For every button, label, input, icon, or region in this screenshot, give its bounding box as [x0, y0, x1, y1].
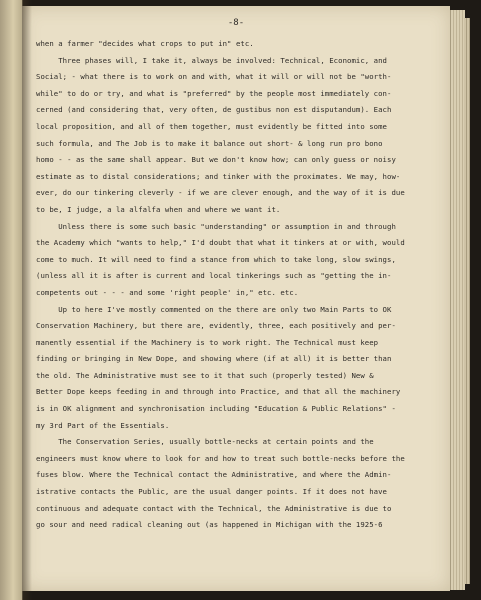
text-line: ever, do our tinkering cleverly - if we are clever enough, and the way of it is due — [36, 188, 405, 198]
text-line: Social; - what there is to work on and with, what it will or will not be "worth- — [36, 72, 392, 82]
page-stack-edge — [450, 10, 465, 590]
text-line: istrative contacts the Public, are the usual danger points. If it does not have — [36, 487, 388, 497]
text-line: Better Dope keeps feeding in and through into Practice, and that all the machinery — [36, 387, 401, 397]
text-line: local proposition, and all of them together, must evidently be fitted into some — [36, 121, 388, 131]
text-line: Three phases will, I take it, always be involved: Technical, Economic, and — [36, 55, 388, 65]
text-line: Conservation Machinery, but there are, evidently, three, each positively and per- — [36, 321, 396, 331]
text-line: come to much. It will need to find a stance from which to take long, slow swings, — [36, 254, 396, 264]
document-page — [22, 6, 450, 591]
text-line: the Academy which "wants to help," I'd doubt that what it tinkers at or with, would — [36, 238, 405, 248]
text-line: finding or bringing in New Dope, and showing where (if at all) it is better than — [36, 354, 392, 364]
text-line: (unless all it is after is current and local tinkerings such as "getting the in- — [36, 271, 392, 281]
text-line: when a farmer "decides what crops to put in" etc. — [36, 39, 254, 48]
page-number: -8- — [227, 18, 245, 28]
text-line: estimate as to distal considerations; and tinker with the proximates. We may, how- — [36, 171, 401, 181]
text-line: Up to here I've mostly commented on the there are only two Main Parts to OK — [36, 304, 392, 314]
page-stack-edge-outer — [464, 18, 470, 584]
text-line: homo - - as the same shall appear. But we don't know how; can only guess or noisy — [36, 155, 396, 165]
spine-shadow — [22, 0, 32, 600]
text-line: Unless there is some such basic "understanding" or assumption in and through — [36, 221, 396, 231]
text-line: my 3rd Part of the Essentials. — [36, 420, 170, 430]
text-line: while" to do or try, and what is "preferred" by the people most immediately con- — [36, 88, 392, 98]
text-line: continuous and adequate contact with the Technical, the Administrative is due to — [36, 503, 392, 513]
text-line: manently essential if the Machinery is to work right. The Technical must keep — [36, 337, 379, 347]
text-line: go sour and need radical cleaning out (as happened in Michigan with the 1925-6 — [36, 520, 383, 530]
body-text — [36, 36, 440, 534]
text-line: engineers must know where to look for and how to treat such bottle-necks before the — [36, 453, 405, 463]
text-line: The Conservation Series, usually bottle-necks at certain points and the — [36, 437, 374, 447]
text-line: such formula, and The Job is to make it balance out short- & long run pro bono — [36, 138, 383, 148]
text-line: fuses blow. Where the Technical contact the Administrative, and where the Admin- — [36, 470, 392, 480]
text-line: the old. The Administrative must see to it that such (properly tested) New & — [36, 370, 374, 380]
text-line: competents out - - - and some 'right people' in," etc. etc. — [36, 287, 299, 297]
text-line: cerned (and considering that, very often, de gustibus non est disputandum). Each — [36, 105, 392, 115]
text-line: to be, I judge, a la alfalfa when and where we want it. — [36, 204, 281, 214]
text-line: is in OK alignment and synchronisation including "Education & Public Relations" - — [36, 404, 396, 414]
facing-page-edge — [0, 0, 23, 600]
